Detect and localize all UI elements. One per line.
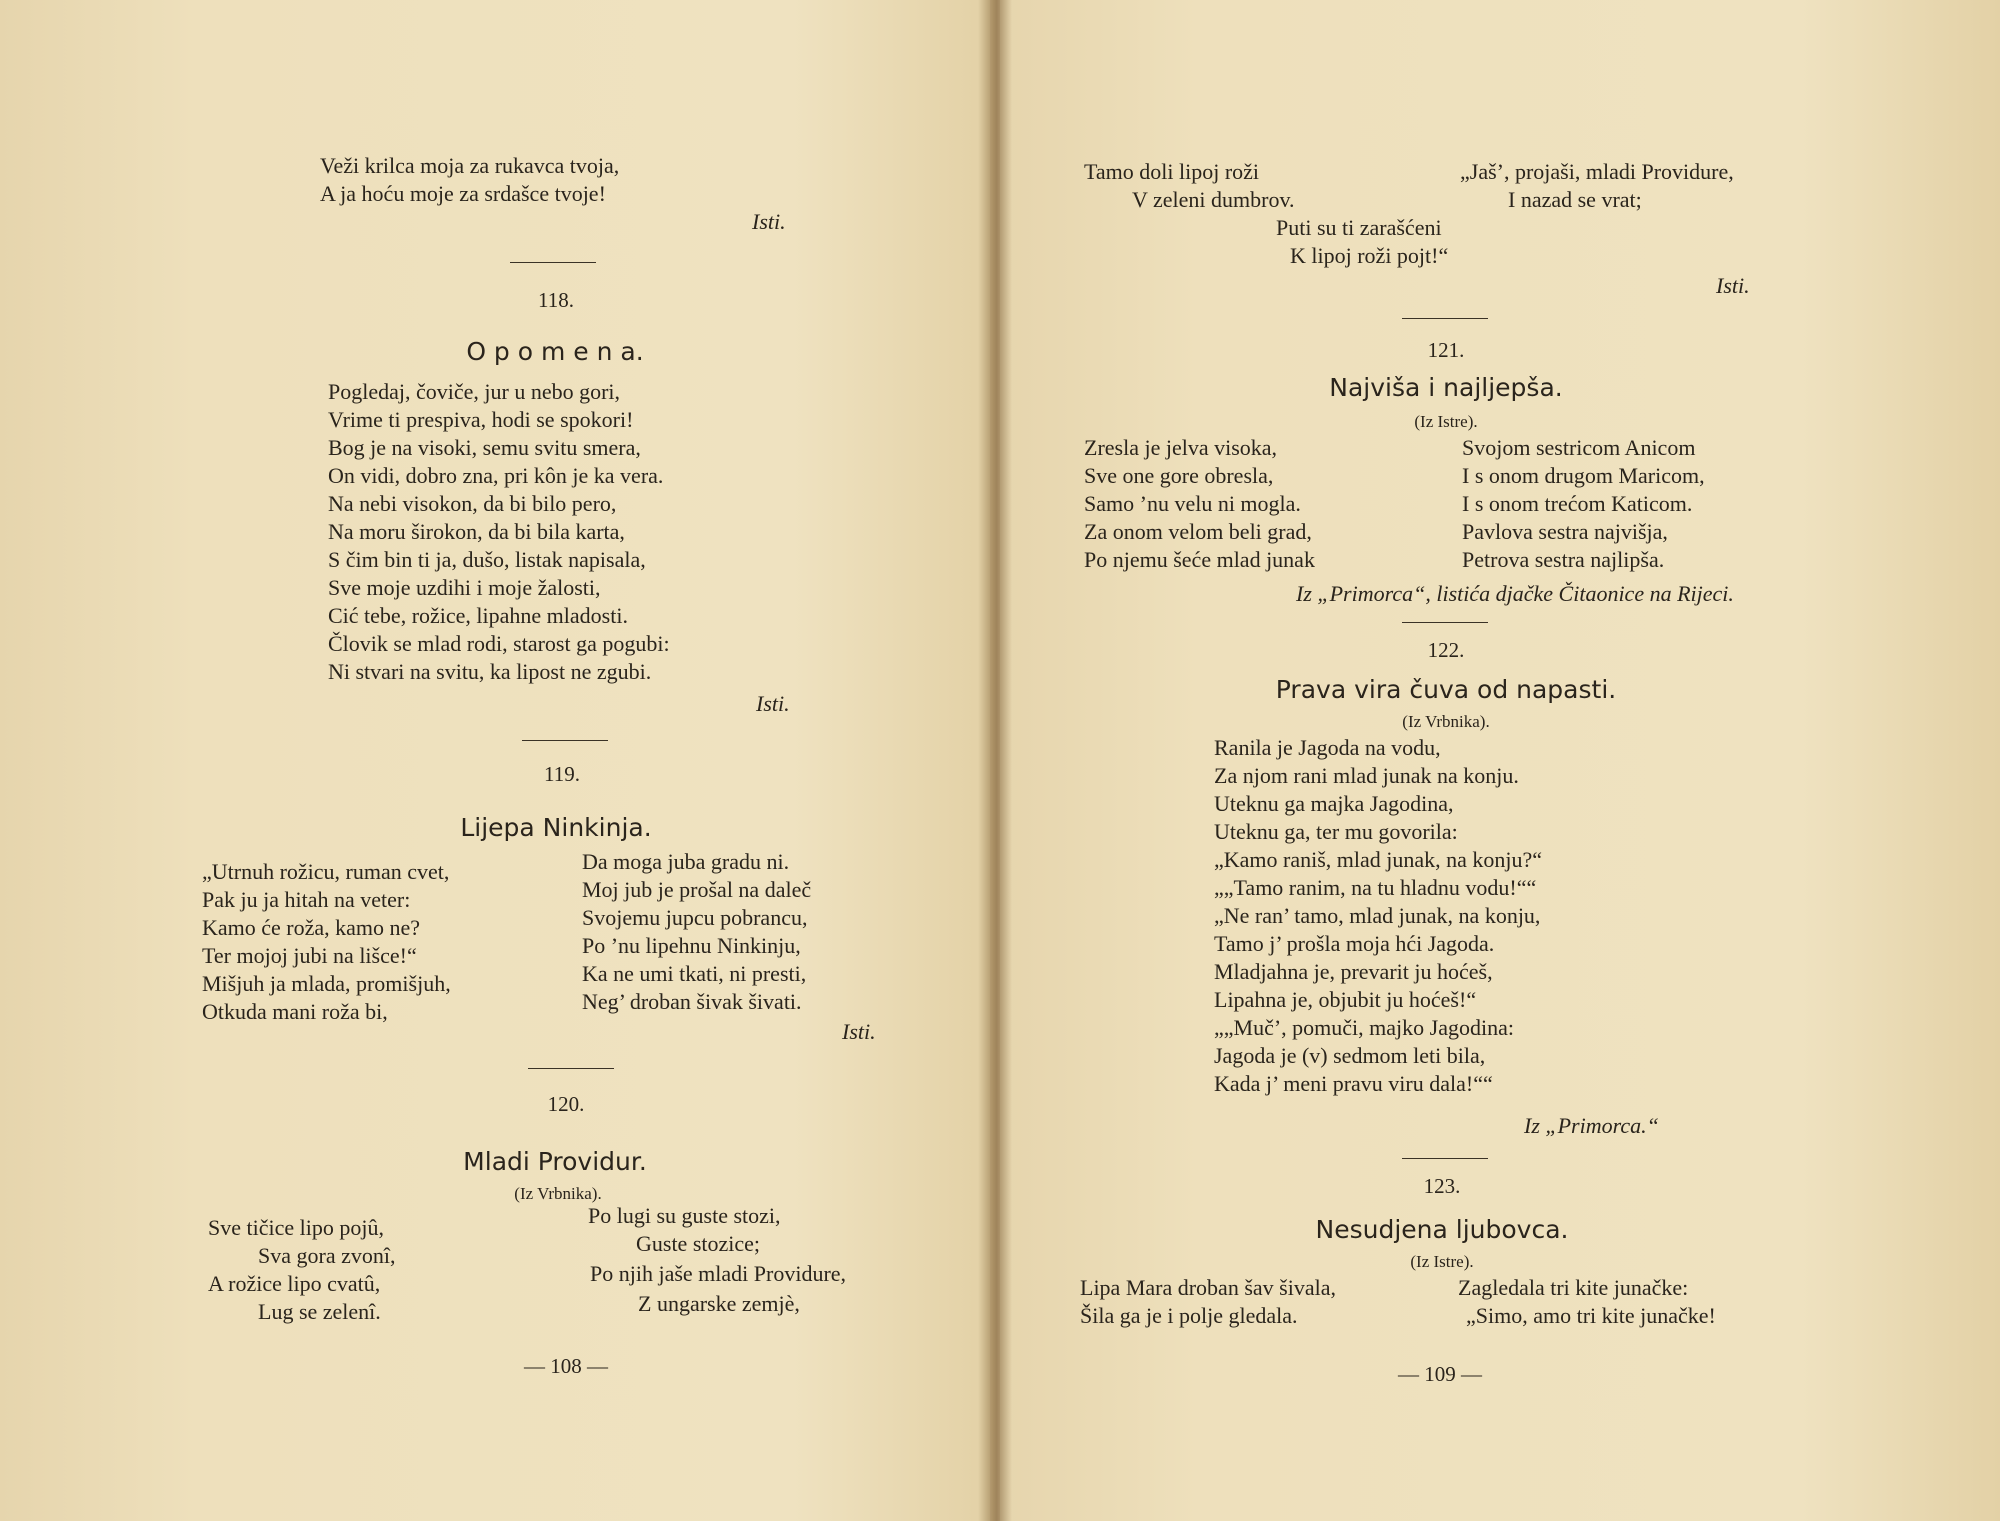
poem-line: Po lugi su guste stozi, <box>588 1203 781 1228</box>
section-divider <box>528 1068 614 1069</box>
poem-line: I s onom drugom Maricom, <box>1462 463 1705 488</box>
signature: Isti. <box>756 691 790 716</box>
opening-line: Veži krilca moja za rukavca tvoja, <box>320 153 620 178</box>
opening-line: A ja hoću moje za srdašce tvoje! <box>320 181 606 206</box>
poem-title: Mladi Providur. <box>463 1147 647 1176</box>
poem-line: Za njom rani mlad junak na konju. <box>1214 763 1519 788</box>
poem-line: Vrime ti prespiva, hodi se spokori! <box>328 407 634 432</box>
signature: Isti. <box>1716 273 1750 298</box>
poem-line: Kamo će roža, kamo ne? <box>202 915 421 940</box>
attribution: Iz „Primorca.“ <box>1524 1113 1659 1138</box>
poem-line: „Jaš’, projaši, mladi Providure, <box>1460 159 1734 184</box>
poem-line: Po njih jaše mladi Providure, <box>590 1261 847 1286</box>
poem-line: Za onom velom beli grad, <box>1084 519 1312 544</box>
poem-line: A rožice lipo cvatû, <box>208 1271 381 1296</box>
poem-line: „„Muč’, pomuči, majko Jagodina: <box>1214 1015 1514 1040</box>
poem-line: Ter mojoj jubi na lišce!“ <box>202 943 417 968</box>
poem-line: „„Tamo ranim, na tu hladnu vodu!““ <box>1214 875 1537 900</box>
poem-line: Sve tičice lipo pojû, <box>208 1215 384 1240</box>
poem-line: Pak ju ja hitah na veter: <box>202 887 411 912</box>
poem-line: K lipoj roži pojt!“ <box>1290 243 1449 268</box>
poem-line: „Simo, amo tri kite junačke! <box>1466 1303 1716 1328</box>
poem-line: Lug se zelenî. <box>258 1299 381 1324</box>
poem-line: Na nebi visokon, da bi bilo pero, <box>328 491 617 516</box>
poem-line: Da moga juba gradu ni. <box>582 849 790 874</box>
poem-line: Samo ’nu velu ni mogla. <box>1084 491 1301 516</box>
section-divider <box>1402 1158 1488 1159</box>
poem-line: Pavlova sestra najvišja, <box>1462 519 1668 544</box>
poem-line: I nazad se vrat; <box>1508 187 1642 212</box>
poem-line: Po ’nu lipehnu Ninkinju, <box>582 933 801 958</box>
poem-line: „Ne ran’ tamo, mlad junak, na konju, <box>1214 903 1541 928</box>
poem-line: „Utrnuh rožicu, ruman cvet, <box>202 859 450 884</box>
poem-line: Moj jub je prošal na daleč <box>582 877 812 902</box>
section-divider <box>510 262 596 263</box>
poem-source: (Iz Istre). <box>1414 412 1478 431</box>
poem-line: Otkuda mani roža bi, <box>202 999 388 1024</box>
poem-line: Po njemu šeće mlad junak <box>1084 547 1315 572</box>
poem-line: Sva gora zvonî, <box>258 1243 396 1268</box>
poem-line: Sve one gore obresla, <box>1084 463 1274 488</box>
poem-line: Ka ne umi tkati, ni presti, <box>582 961 807 986</box>
poem-line: Tamo j’ prošla moja hći Jagoda. <box>1214 931 1495 956</box>
poem-title: Najviša i najljepša. <box>1329 373 1563 402</box>
poem-line: Lipahna je, objubit ju hoćeš!“ <box>1214 987 1477 1012</box>
poem-number: 119. <box>544 762 580 786</box>
poem-title: Nesudjena ljubovca. <box>1315 1215 1569 1244</box>
poem-number: 118. <box>538 288 574 312</box>
poem-line: Ni stvari na svitu, ka lipost ne zgubi. <box>328 659 652 684</box>
poem-line: I s onom trećom Katicom. <box>1462 491 1693 516</box>
poem-line: Jagoda je (v) sedmom leti bila, <box>1214 1043 1486 1068</box>
book-gutter <box>978 0 1012 1521</box>
attribution: Iz „Primorca“, listića djačke Čitaonice na Rijeci. <box>1296 581 1734 606</box>
poem-line: Uteknu ga, ter mu govorila: <box>1214 819 1458 844</box>
poem-line: Svojom sestricom Anicom <box>1462 435 1696 460</box>
poem-line: Svojemu jupcu pobrancu, <box>582 905 808 930</box>
page-number: — 108 — <box>524 1354 608 1378</box>
poem-line: Na moru širokon, da bi bila karta, <box>328 519 625 544</box>
poem-line: V zeleni dumbrov. <box>1132 187 1295 212</box>
signature: Isti. <box>752 209 786 234</box>
left-page <box>0 0 990 1521</box>
poem-line: S čim bin ti ja, dušo, listak napisala, <box>328 547 646 572</box>
poem-number: 123. <box>1423 1174 1461 1198</box>
poem-title: Prava vira čuva od napasti. <box>1275 675 1617 704</box>
poem-line: Z ungarske zemjè, <box>638 1291 800 1316</box>
poem-source: (Iz Vrbnika). <box>514 1184 602 1203</box>
poem-line: Mladjahna je, prevarit ju hoćeš, <box>1214 959 1493 984</box>
poem-line: Lipa Mara droban šav šivala, <box>1080 1275 1336 1300</box>
poem-line: Kada j’ meni pravu viru dala!““ <box>1214 1071 1493 1096</box>
poem-line: Zresla je jelva visoka, <box>1084 435 1278 460</box>
poem-line: Puti su ti zarašćeni <box>1276 215 1442 240</box>
section-divider <box>1402 318 1488 319</box>
poem-line: Cić tebe, rožice, lipahne mladosti. <box>328 603 628 628</box>
poem-line: Pogledaj, čoviče, jur u nebo gori, <box>328 379 621 404</box>
poem-title: Lijepa Ninkinja. <box>460 813 652 842</box>
poem-line: Šila ga je i polje gledala. <box>1080 1303 1298 1328</box>
poem-source: (Iz Vrbnika). <box>1402 712 1490 731</box>
page-number: — 109 — <box>1398 1362 1482 1386</box>
poem-line: Sve moje uzdihi i moje žalosti, <box>328 575 601 600</box>
poem-line: Zagledala tri kite junačke: <box>1458 1275 1689 1300</box>
poem-source: (Iz Istre). <box>1410 1252 1474 1271</box>
section-divider <box>1402 622 1488 623</box>
poem-line: Človik se mlad rodi, starost ga pogubi: <box>328 631 670 656</box>
poem-line: Tamo doli lipoj roži <box>1084 159 1260 184</box>
poem-title: O p o m e n a. <box>466 337 644 366</box>
poem-number: 122. <box>1427 638 1465 662</box>
poem-number: 120. <box>547 1092 585 1116</box>
poem-line: Bog je na visoki, semu svitu smera, <box>328 435 641 460</box>
poem-line: „Kamo raniš, mlad junak, na konju?“ <box>1214 847 1543 872</box>
poem-line: On vidi, dobro zna, pri kôn je ka vera. <box>328 463 664 488</box>
signature: Isti. <box>842 1019 876 1044</box>
poem-line: Uteknu ga majka Jagodina, <box>1214 791 1454 816</box>
poem-number: 121. <box>1427 338 1465 362</box>
poem-line: Neg’ droban šivak šivati. <box>582 989 802 1014</box>
section-divider <box>522 740 608 741</box>
poem-line: Mišjuh ja mlada, promišjuh, <box>202 971 451 996</box>
poem-line: Petrova sestra najlipša. <box>1462 547 1665 572</box>
poem-line: Guste stozice; <box>636 1231 761 1256</box>
poem-line: Ranila je Jagoda na vodu, <box>1214 735 1441 760</box>
